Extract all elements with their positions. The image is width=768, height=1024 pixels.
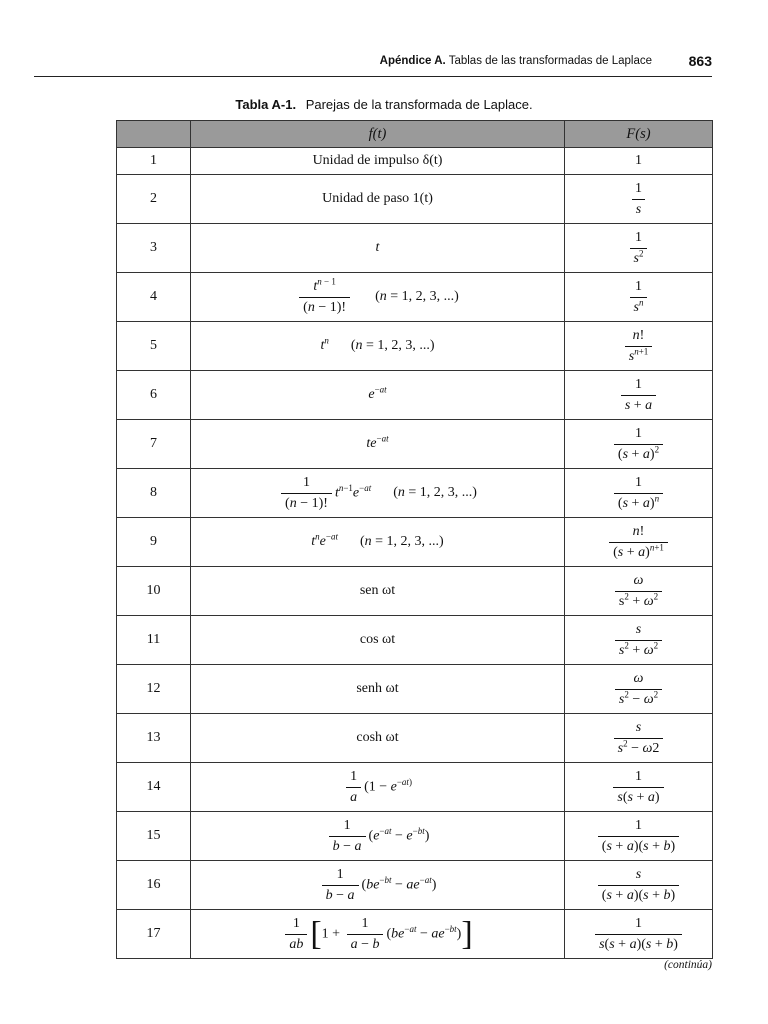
row-number: 14 <box>117 763 191 812</box>
table-row <box>117 763 713 812</box>
row-number: 11 <box>117 616 191 665</box>
row-number: 6 <box>117 371 191 420</box>
header-Fs: F(s) <box>565 121 713 148</box>
time-function: $t^ne^{-at}$ (n = 1, 2, 3, ...) <box>191 518 565 567</box>
time-function: $\frac{1}{b - a}$ $(be^{-bt} - ae^{-at})$ <box>191 861 565 910</box>
row-number: 2 <box>117 175 191 224</box>
table-row <box>117 910 713 959</box>
row-number: 8 <box>117 469 191 518</box>
table-row <box>117 567 713 616</box>
appendix-label: Apéndice A. <box>379 55 446 67</box>
row-number: 17 <box>117 910 191 959</box>
row-number: 4 <box>117 273 191 322</box>
table-caption <box>0 97 768 112</box>
table-row <box>117 518 713 567</box>
table-row <box>117 322 713 371</box>
table-row <box>117 714 713 763</box>
row-number: 16 <box>117 861 191 910</box>
row-number: 15 <box>117 812 191 861</box>
table-row <box>117 812 713 861</box>
transform: $\frac{n!}{s^{n+1}}$ <box>565 322 713 371</box>
caption-text: Parejas de la transformada de Laplace. <box>305 97 533 112</box>
transform: $\frac{s}{s^2 + \omega^2}$ <box>565 616 713 665</box>
table-row <box>117 224 713 273</box>
header-ft: f(t) <box>191 121 565 148</box>
transform: $\frac{1}{s^2}$ <box>565 224 713 273</box>
row-number: 12 <box>117 665 191 714</box>
header-index <box>117 121 191 148</box>
appendix-title: Tablas de las transformadas de Laplace <box>448 55 652 67</box>
row-number: 7 <box>117 420 191 469</box>
transform: $\frac{1}{s(s + a)}$ <box>565 763 713 812</box>
table-row <box>117 175 713 224</box>
time-function: cos ωt <box>191 616 565 665</box>
time-function: senh ωt <box>191 665 565 714</box>
time-function: $\frac{1}{(n - 1)!}$ $t^{n-1}e^{-at}$ (n = 1, 2, 3, ...) <box>191 469 565 518</box>
time-function: $\frac{1}{b - a}$ $(e^{-at} - e^{-bt})$ <box>191 812 565 861</box>
transform: $\frac{1}{s}$ <box>565 175 713 224</box>
time-function: sen ωt <box>191 567 565 616</box>
transform: $\frac{1}{s(s + a)(s + b)}$ <box>565 910 713 959</box>
laplace-table <box>116 120 713 959</box>
transform: $\frac{\omega}{s^2 - \omega^2}$ <box>565 665 713 714</box>
table-row <box>117 469 713 518</box>
table-header-row <box>117 121 713 148</box>
row-number: 9 <box>117 518 191 567</box>
transform: 1 <box>565 148 713 175</box>
row-number: 3 <box>117 224 191 273</box>
table-row <box>117 616 713 665</box>
table-row <box>117 273 713 322</box>
row-number: 5 <box>117 322 191 371</box>
time-function: t <box>191 224 565 273</box>
condition-text: (n = 1, 2, 3, ...) <box>375 289 459 305</box>
table-row <box>117 420 713 469</box>
page-header <box>34 50 712 77</box>
time-function: Unidad de impulso δ(t) <box>191 148 565 175</box>
transform: $\frac{1}{s + a}$ <box>565 371 713 420</box>
caption-label: Tabla A-1. <box>235 97 297 112</box>
row-number: 1 <box>117 148 191 175</box>
transform: $\frac{s}{s^2 - \omega 2}$ <box>565 714 713 763</box>
continued-note: (continúa) <box>664 959 712 971</box>
row-number: 10 <box>117 567 191 616</box>
table-row <box>117 665 713 714</box>
time-function: $\frac{1}{ab}$ [1 + $\frac{1}{a - b}$ $(be^{-at} - ae^{-bt})$] <box>191 910 565 959</box>
time-function: $e^{-at}$ <box>191 371 565 420</box>
transform: $\frac{s}{(s + a)(s + b)}$ <box>565 861 713 910</box>
table-row <box>117 371 713 420</box>
transform: $\frac{1}{s^n}$ <box>565 273 713 322</box>
transform: $\frac{1}{(s + a)(s + b)}$ <box>565 812 713 861</box>
row-number: 13 <box>117 714 191 763</box>
transform: $\frac{1}{(s + a)^n}$ <box>565 469 713 518</box>
transform: $\frac{\omega}{s^2 + \omega^2}$ <box>565 567 713 616</box>
time-function: cosh ωt <box>191 714 565 763</box>
transform: $\frac{1}{(s + a)^2}$ <box>565 420 713 469</box>
running-title <box>380 55 652 67</box>
table-row <box>117 148 713 175</box>
time-function: $\frac{1}{a}$ ($1 - e^{-at)}$ <box>191 763 565 812</box>
time-function: Unidad de paso 1(t) <box>191 175 565 224</box>
time-function: $t^n$ (n = 1, 2, 3, ...) <box>191 322 565 371</box>
time-function: $te^{-at}$ <box>191 420 565 469</box>
table-row <box>117 861 713 910</box>
time-function: $\frac{t^{n - 1}}{(n - 1)!}$ (n = 1, 2, 3, ...) <box>191 273 565 322</box>
page-number: 863 <box>688 53 712 69</box>
transform: $\frac{n!}{(s + a)^{n+1}}$ <box>565 518 713 567</box>
